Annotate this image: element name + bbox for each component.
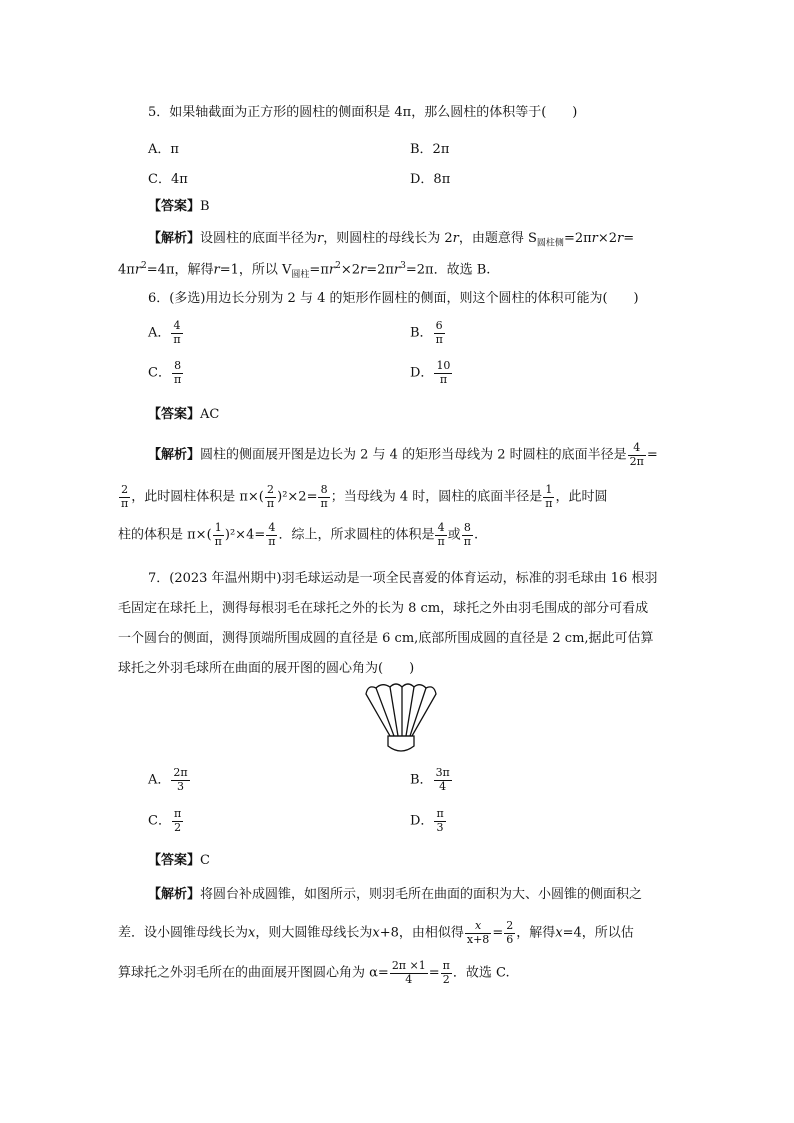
var-x: x [372,925,380,941]
text: . [473,527,479,543]
q7-analysis-line-3 [118,960,510,986]
fraction [172,808,183,834]
denominator: π [266,496,275,510]
numerator: 2 [119,484,130,498]
var-r: r [317,231,324,246]
denominator: 6 [506,932,514,946]
numerator: 2π [173,766,188,779]
denominator: 3 [436,820,444,834]
fraction [171,320,182,346]
superscript: 2 [141,261,147,271]
q6-option-c [148,360,184,386]
answer-value: B [200,199,210,214]
fraction [434,360,452,386]
denominator: π [545,496,553,510]
denominator: π [121,496,129,510]
var-r: r [591,231,598,246]
q7-answer [148,854,210,867]
fraction [441,960,452,986]
numerator: 8 [318,484,329,498]
fraction [266,522,277,548]
fraction [213,522,224,548]
text: = [428,965,440,981]
denominator: π [268,534,276,548]
q6-option-d [410,360,453,386]
denominator: π [437,534,445,548]
option-label: D． [410,813,434,829]
numerator: π [442,959,450,972]
fraction [543,484,554,510]
q5-analysis-line-1 [148,232,634,249]
numerator: 4 [628,442,646,456]
text: ，则圆柱的母线长为 2 [323,231,453,246]
numerator: 1 [543,484,554,498]
q7-stem-line-2: 毛固定在球托上，测得每根羽毛在球托之外的长为 8 cm，球托之外由羽毛围成的部分可看成 [118,601,649,616]
numerator: 4 [266,522,277,536]
numerator: 4 [435,522,446,536]
option-label: A． [148,772,171,788]
option-label: B． [410,325,433,341]
numerator: 2 [265,484,276,498]
text: 算球托之外羽毛所在的曲面展开图圆心角为 α= [118,965,389,981]
denominator: π [463,534,471,548]
text: 设圆柱的底面半径为 [200,231,318,246]
answer-tag: 【答案】 [148,407,201,422]
var-r: r [134,262,142,278]
text: ；当母线为 4 时，圆柱的底面半径是 [330,489,543,505]
fraction [119,484,130,510]
q5-option-b: B．2π [410,142,450,157]
numerator: 3π [435,766,450,779]
superscript: 3 [400,261,406,271]
numerator: 8 [462,522,473,536]
text: =4，所以估 [562,925,634,941]
q5-stem: 5．如果轴截面为正方形的圆柱的侧面积是 4π，那么圆柱的体积等于( ) [148,105,578,120]
denominator: 2π [629,454,644,468]
fraction [434,320,445,346]
text: 将圆台补成圆锥，如图所示，则羽毛所在曲面的面积为大、小圆锥的侧面积之 [200,887,643,902]
subscript: 圆柱侧 [536,238,564,249]
analysis-tag: 【解析】 [148,447,201,463]
text: )²×4= [224,527,266,543]
superscript: 2 [335,261,341,271]
option-label: C． [148,365,171,381]
q7-analysis-line-1 [148,888,642,901]
fraction [318,484,329,510]
text: ×2 [340,262,360,278]
var-r: r [393,262,401,278]
text: =π [309,262,329,278]
text: = [492,925,504,941]
denominator: π [435,332,443,346]
q7-analysis-line-2 [118,920,634,946]
text: =2π [563,231,592,246]
q5-option-d: D．8π [410,172,451,187]
numerator: 6 [434,320,445,334]
q5-option-c: C．4π [148,172,188,187]
denominator: 4 [405,972,413,986]
var-r: r [617,231,624,246]
text: 或 [447,527,461,543]
text: ，解得 [516,925,556,941]
numerator: 8 [172,360,183,374]
q5-option-a: A．π [148,142,179,157]
text: )²×2= [277,489,318,505]
text: 圆柱的侧面展开图是边长为 2 与 4 的矩形当母线为 2 时圆柱的底面半径是 [200,447,627,463]
q7-option-a [148,767,191,793]
var-r: r [452,231,459,246]
denominator: π [320,496,328,510]
q6-analysis-line-1 [148,442,658,468]
denominator: π [173,372,182,386]
denominator: x+8 [466,932,490,946]
q6-stem: 6．(多选)用边长分别为 2 与 4 的矩形作圆柱的侧面，则这个圆柱的体积可能为( ) [148,291,639,306]
var-r: r [359,262,367,278]
numerator: 4 [171,320,182,334]
denominator: 3 [177,779,184,793]
var-r: r [213,262,220,278]
option-label: D． [410,365,434,381]
option-label: B． [410,772,433,788]
numerator: π [436,807,444,820]
fraction [265,484,276,510]
text: ．故选 C. [452,965,510,981]
numerator: x [465,920,491,934]
fraction [628,442,646,468]
numerator: π [173,807,182,820]
q7-option-d [410,808,447,834]
q7-stem-line-4: 球托之外羽毛球所在曲面的展开图的圆心角为( ) [118,661,415,676]
var-r: r [328,262,336,278]
numerator: 2 [506,919,514,932]
fraction [462,522,473,548]
text: ，由题意得 S [458,231,537,246]
numerator: 1 [213,522,224,536]
answer-tag: 【答案】 [148,853,201,868]
analysis-tag: 【解析】 [148,231,201,246]
denominator: π [173,332,181,346]
text: ，此时圆 [555,489,608,505]
q6-analysis-line-2 [118,484,608,510]
numerator: 10 [436,359,451,372]
denominator: 2 [442,972,450,986]
text: ，则大圆锥母线长为 [255,925,373,941]
answer-value: C [200,853,210,868]
text: 差．设小圆锥母线长为 [118,925,249,941]
denominator: 4 [439,779,447,793]
subscript: 圆柱 [291,269,310,280]
q5-answer [148,200,210,213]
fraction [171,767,189,793]
q7-stem-line-3: 一个圆台的侧面，测得顶端所围成圆的直径是 6 cm,底部所围成圆的直径是 2 cm,据此可估算 [118,631,654,646]
text: +8，由相似得 [379,925,464,941]
text: =1，所以 V [219,262,292,278]
q6-analysis-line-3 [118,522,478,548]
denominator: 2 [174,820,182,834]
answer-value: AC [200,407,220,422]
option-label: A． [148,325,171,341]
fraction [435,522,446,548]
analysis-tag: 【解析】 [148,887,201,902]
text: = [646,447,658,463]
text: =2π．故选 B. [405,262,491,278]
option-label: C． [148,813,171,829]
answer-tag: 【答案】 [148,199,201,214]
var-x: x [555,925,563,941]
text: ，此时圆柱体积是 π×( [131,489,264,505]
q5-analysis-line-2 [118,262,490,280]
numerator: 2π ×1 [391,959,426,972]
fraction [390,960,428,986]
text: 柱的体积是 π×( [118,527,212,543]
denominator: π [439,372,448,386]
text: 4π [118,262,135,278]
q7-stem-line-1: 7．(2023 年温州期中)羽毛球运动是一项全民喜爱的体育运动，标准的羽毛球由 16 根羽 [148,571,658,586]
q7-option-b [410,767,453,793]
fraction [465,920,491,946]
q6-option-b [410,320,446,346]
fraction [504,920,515,946]
text: ×2 [597,231,618,246]
text: =2π [366,262,394,278]
shuttlecock-figure [360,682,442,762]
q6-answer [148,408,219,421]
fraction [434,767,452,793]
fraction [172,360,183,386]
denominator: π [214,534,222,548]
fraction [434,808,445,834]
text: ．综上，所求圆柱的体积是 [278,527,435,543]
cork-base [388,736,414,751]
feather-outline [366,684,436,736]
text: = [623,231,635,246]
var-x: x [248,925,256,941]
text: =4π，解得 [146,262,214,278]
q6-option-a [148,320,184,346]
q7-option-c [148,808,184,834]
